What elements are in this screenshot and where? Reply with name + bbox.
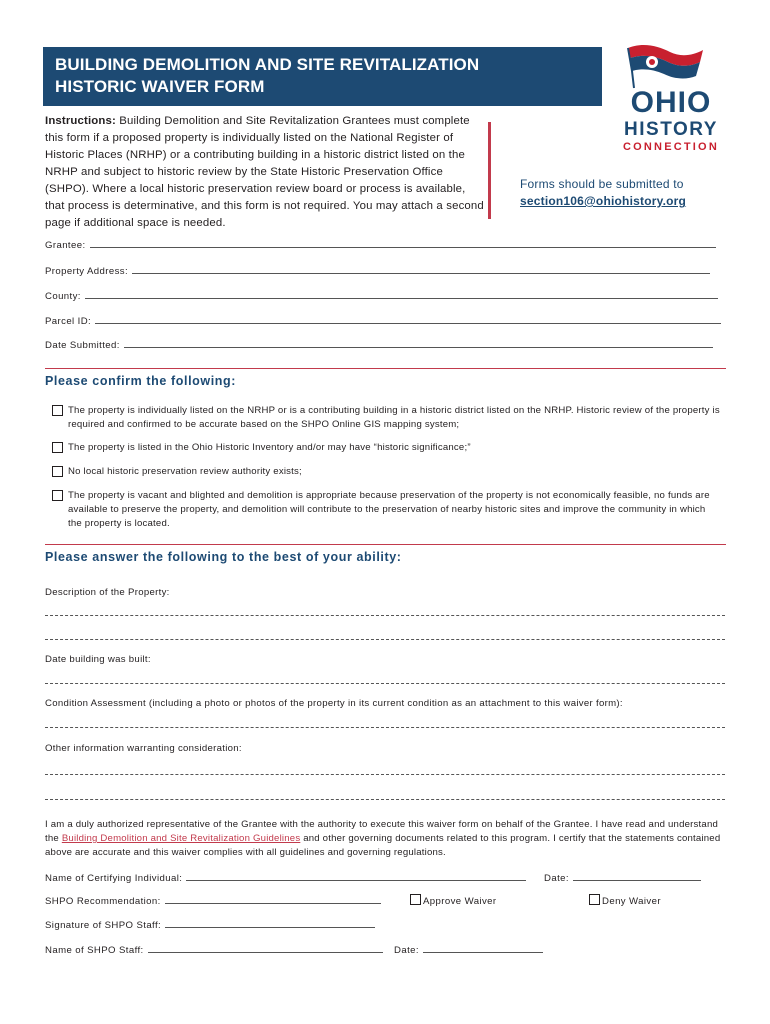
confirm-item-text: The property is individually listed on the NRHP or is a contributing building in a historic district listed on the NRHP. Historic review of the property is required and confirmed to be accurate based on the SHPO Online GIS mapping system; xyxy=(68,405,720,430)
condition-input-line[interactable] xyxy=(45,727,725,728)
shpo-signature-input[interactable] xyxy=(165,920,375,928)
shpo-signature-label: Signature of SHPO Staff: xyxy=(45,920,162,931)
checkbox[interactable] xyxy=(589,894,600,905)
property-address-label: Property Address: xyxy=(45,266,129,277)
submission-text: Forms should be submitted to xyxy=(520,177,684,191)
confirm-item-text: The property is vacant and blighted and demolition is appropriate because preservation of the property is not economically feasible, no funds are available to preserve the property, and demolition will contribute to the preservation of nearby historic sites and improve the community in which the property is located. xyxy=(68,490,710,529)
shpo-date-field[interactable] xyxy=(394,945,543,956)
shpo-name-input[interactable] xyxy=(148,945,383,953)
county-field[interactable] xyxy=(45,291,718,302)
section-divider xyxy=(45,544,726,545)
date-built-label: Date building was built: xyxy=(45,654,151,665)
certifying-date-label: Date: xyxy=(544,873,569,884)
county-label: County: xyxy=(45,291,81,302)
certification-text: I am a duly authorized representative of the Grantee with the authority to execute this waiver form on behalf of the Grantee. I have read and understand the xyxy=(45,819,719,844)
description-input-line[interactable] xyxy=(45,615,725,616)
county-input[interactable] xyxy=(85,291,718,299)
approve-waiver-checkbox[interactable] xyxy=(410,894,497,907)
logo-text-ohio: OHIO xyxy=(630,86,712,119)
grantee-field[interactable] xyxy=(45,240,716,251)
confirm-item-no-local-authority[interactable] xyxy=(52,465,722,479)
instructions xyxy=(45,113,485,232)
checkbox[interactable] xyxy=(52,405,63,416)
condition-label: Condition Assessment (including a photo or photos of the property in its current condition as an attachment to this waiver form): xyxy=(45,698,623,709)
certifying-date-input[interactable] xyxy=(573,873,701,881)
checkbox[interactable] xyxy=(410,894,421,905)
flag-icon xyxy=(608,40,723,90)
logo-text-history: HISTORY xyxy=(624,119,718,140)
shpo-recommendation-input[interactable] xyxy=(165,896,381,904)
confirm-item-text: The property is listed in the Ohio Historic Inventory and/or may have “historic significance;” xyxy=(68,442,471,453)
shpo-signature-field[interactable] xyxy=(45,920,375,931)
shpo-recommendation-label: SHPO Recommendation: xyxy=(45,896,161,907)
date-submitted-field[interactable] xyxy=(45,340,713,351)
other-info-input-line[interactable] xyxy=(45,774,725,775)
certifying-name-field[interactable] xyxy=(45,873,526,884)
divider xyxy=(488,122,491,219)
confirm-item-nrhp[interactable] xyxy=(52,404,722,432)
parcel-id-field[interactable] xyxy=(45,316,721,327)
confirm-section-title: Please confirm the following: xyxy=(45,374,237,388)
parcel-id-input[interactable] xyxy=(95,316,721,324)
other-info-label: Other information warranting consideration: xyxy=(45,743,242,754)
answer-section-title: Please answer the following to the best of your ability: xyxy=(45,550,402,564)
form-title xyxy=(43,47,602,106)
other-info-input-line[interactable] xyxy=(45,799,725,800)
date-built-input-line[interactable] xyxy=(45,683,725,684)
confirm-item-text: No local historic preservation review authority exists; xyxy=(68,466,302,477)
confirm-item-vacant-blighted[interactable] xyxy=(52,489,722,531)
certifying-date-field[interactable] xyxy=(544,873,701,884)
date-submitted-input[interactable] xyxy=(124,340,713,348)
certifying-name-input[interactable] xyxy=(186,873,526,881)
property-address-field[interactable] xyxy=(45,266,710,277)
deny-waiver-label: Deny Waiver xyxy=(602,896,661,907)
confirm-item-inventory[interactable] xyxy=(52,441,722,455)
instructions-label: Instructions: xyxy=(45,115,116,127)
submission-info xyxy=(520,176,686,210)
shpo-recommendation-field[interactable] xyxy=(45,896,381,907)
checkbox[interactable] xyxy=(52,442,63,453)
logo-text-connection: CONNECTION xyxy=(623,141,719,153)
form-title-line1: BUILDING DEMOLITION AND SITE REVITALIZATION xyxy=(55,55,480,74)
grantee-input[interactable] xyxy=(90,240,716,248)
shpo-name-field[interactable] xyxy=(45,945,383,956)
approve-waiver-label: Approve Waiver xyxy=(423,896,497,907)
shpo-date-input[interactable] xyxy=(423,945,543,953)
description-input-line[interactable] xyxy=(45,639,725,640)
submission-email-link[interactable]: section106@ohiohistory.org xyxy=(520,194,687,208)
grantee-label: Grantee: xyxy=(45,240,86,251)
form-title-line2: HISTORIC WAIVER FORM xyxy=(55,77,265,96)
shpo-name-label: Name of SHPO Staff: xyxy=(45,945,144,956)
section-divider xyxy=(45,368,726,369)
date-submitted-label: Date Submitted: xyxy=(45,340,120,351)
guidelines-link[interactable]: Building Demolition and Site Revitalization Guidelines xyxy=(61,833,301,844)
shpo-date-label: Date: xyxy=(394,945,419,956)
instructions-text: Building Demolition and Site Revitalization Grantees must complete this form if a proposed property is individually listed on the National Register of Historic Places (NRHP) or a contributing building in a historic district listed on the NRHP and subject to historic review by the State Historic Preservation Office (SHPO). Where a local historic preservation review board or process is available, that process is determinative, and this form is not required. You may attach a second page if additional space is needed. xyxy=(45,115,484,229)
deny-waiver-checkbox[interactable] xyxy=(589,894,661,907)
description-label: Description of the Property: xyxy=(45,587,170,598)
parcel-id-label: Parcel ID: xyxy=(45,316,92,327)
certification-statement xyxy=(45,818,725,860)
checkbox[interactable] xyxy=(52,466,63,477)
ohio-history-connection-logo xyxy=(608,40,723,155)
certification-text: and other governing documents related to this program. I certify that the statements contained above are accurate and this waiver complies with all guidelines and governing regulations. xyxy=(45,833,721,858)
checkbox[interactable] xyxy=(52,490,63,501)
certifying-name-label: Name of Certifying Individual: xyxy=(45,873,183,884)
property-address-input[interactable] xyxy=(132,266,710,274)
